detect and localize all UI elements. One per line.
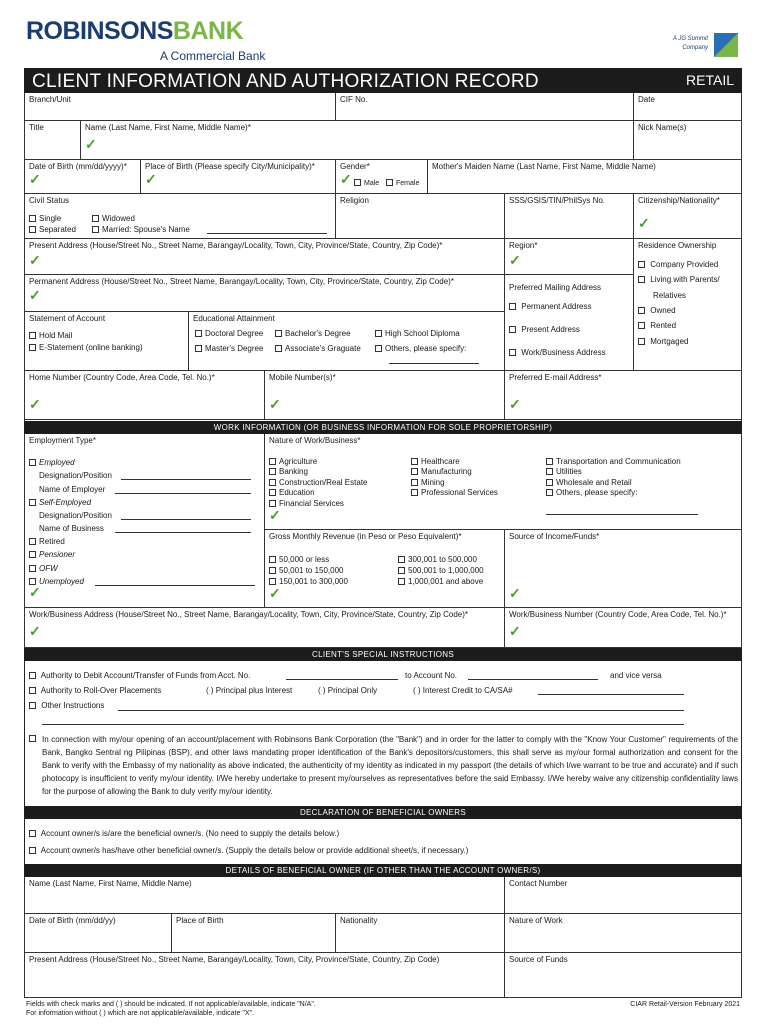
- checkmark-icon: ✓: [29, 623, 41, 639]
- checkbox-icon: [29, 687, 36, 694]
- form-type: RETAIL: [686, 72, 734, 88]
- checkbox-icon: [29, 830, 36, 837]
- checkbox-icon: [509, 349, 516, 356]
- emp-self-option[interactable]: Self-Employed: [29, 498, 91, 508]
- checkbox-icon: [638, 276, 645, 283]
- checkbox-icon: [269, 458, 276, 465]
- emp-unemployed-option[interactable]: Unemployed: [29, 577, 84, 587]
- principal-interest-option[interactable]: ( ) Principal plus Interest: [206, 686, 293, 695]
- nickname-field[interactable]: Nick Name(s): [634, 121, 742, 160]
- present-address-field[interactable]: Present Address (House/Street No., Street Name, Barangay/Locality, Town, City, Province/State, Country, Zip Code)* ✓: [24, 239, 505, 275]
- gross-opt-4[interactable]: 300,001 to 500,000: [398, 555, 477, 565]
- jg-summit-logo-icon: [714, 33, 738, 57]
- res-parents-option[interactable]: Living with Parents/: [638, 275, 720, 285]
- work-address-field[interactable]: Work/Business Address (House/Street No., Street Name, Barangay/Locality, Town, City, Province/State, Country, Zip Code)* ✓: [24, 608, 505, 648]
- gross-opt-6[interactable]: 1,000,001 and above: [398, 577, 483, 587]
- to-account-label: to Account No.: [405, 671, 458, 680]
- bo-nationality-field[interactable]: Nationality: [336, 914, 505, 953]
- checkbox-icon: [546, 479, 553, 486]
- checkbox-icon: [92, 215, 99, 222]
- designation-line[interactable]: [121, 479, 251, 480]
- bo-address-field[interactable]: Present Address (House/Street No., Street Name, Barangay/Locality, Town, City, Province/State, Country, Zip Code): [24, 953, 505, 998]
- declaration-option-2[interactable]: Account owner/s has/have other beneficial owner/s. (Supply the details below or provide additional sheet/s, if necessary.): [29, 846, 468, 856]
- checkbox-icon: [92, 226, 99, 233]
- edu-doctoral-option[interactable]: Doctoral Degree: [195, 329, 263, 339]
- authorization-paragraph: In connection with my/our opening of an account/placement with Robinsons Bank Corporation (the "Bank") and in order for the latter to comply with the "Know Your Customer" requirements of the Bank, Bangko Sentral ng Pilipinas (BSP), and other laws mandating proper identification of the Bank's depositors/customers, this shall serve as my/our formal authorization and consent for the Bank to verify with the Embassy of my nationality as above indicated, the authenticity of my identity as indicated in my passport (the details of which I/we warrant to be true and accurate) and if such photocopy is insufficient to verify my/our identity. I/We hereby undertake to present my/ourselves as representatives before the said Embassy. I/We hereby waive any citizenship confidentiality laws for the purpose of allowing the Bank to duly verify my/our identity.: [42, 735, 738, 796]
- checkbox-icon: [546, 458, 553, 465]
- civil-status-field: Civil Status Single Widowed Separated Married: Spouse's Name: [24, 194, 336, 239]
- checkbox-icon: [269, 567, 276, 574]
- mobile-number-field[interactable]: Mobile Number(s)* ✓: [265, 371, 505, 420]
- checkbox-icon: [29, 847, 36, 854]
- checkbox-icon: [195, 330, 202, 337]
- business-line[interactable]: [115, 532, 251, 533]
- res-rented-option[interactable]: Rented: [638, 321, 676, 331]
- special-instructions-band: CLIENT'S SPECIAL INSTRUCTIONS: [24, 648, 742, 661]
- checkmark-icon: ✓: [509, 252, 521, 268]
- employment-type-field: Employment Type* Employed Designation/Position Name of Employer Self-Employed Designation/Position Name of Business Retired Pensioner OFW Unemployed ✓: [24, 434, 265, 608]
- checkmark-icon: ✓: [269, 585, 281, 601]
- res-mortgaged-option[interactable]: Mortgaged: [638, 337, 688, 347]
- checkbox-icon: [269, 500, 276, 507]
- footer-note-2: For information without ( ) which are not applicable/available, indicate "X".: [26, 1010, 254, 1017]
- bank-logo: ROBINSONSBANK: [26, 17, 244, 45]
- source-of-income-field[interactable]: Source of Income/Funds* ✓: [505, 530, 742, 608]
- residence-ownership-field: Residence Ownership Company Provided Living with Parents/ Relatives Owned Rented Mortgaged: [634, 239, 742, 371]
- emp-employed-option[interactable]: Employed: [29, 458, 75, 468]
- checkbox-icon: [29, 565, 36, 572]
- employer-label: Name of Employer: [39, 485, 106, 494]
- form-version: CIAR Retail-Version February 2021: [630, 1001, 740, 1008]
- interest-credit-option[interactable]: ( ) Interest Credit to CA/SA#: [413, 686, 513, 695]
- edu-associate-option[interactable]: Associate's Graguate: [275, 344, 361, 354]
- region-field[interactable]: Region* ✓: [505, 239, 634, 275]
- nature-healthcare-option[interactable]: Healthcare: [411, 457, 460, 467]
- bo-contact-field[interactable]: Contact Number: [505, 877, 742, 914]
- checkbox-icon: [275, 345, 282, 352]
- dob-field[interactable]: Date of Birth (mm/dd/yyyy)* ✓: [24, 160, 141, 194]
- designation2-line[interactable]: [121, 519, 251, 520]
- employer-line[interactable]: [115, 493, 251, 494]
- nature-others-option[interactable]: Others, please specify:: [546, 488, 637, 498]
- checkbox-icon: [29, 332, 36, 339]
- principal-only-option[interactable]: ( ) Principal Only: [318, 686, 378, 695]
- gender-female-option[interactable]: Female: [386, 179, 419, 189]
- form-title: CLIENT INFORMATION AND AUTHORIZATION RECORD: [32, 71, 539, 92]
- checkbox-icon: [411, 489, 418, 496]
- checkmark-icon: ✓: [269, 507, 281, 523]
- emp-retired-option[interactable]: Retired: [29, 537, 65, 547]
- other-instructions-option[interactable]: Other Instructions: [29, 701, 104, 711]
- gross-opt-1[interactable]: 50,000 or less: [269, 555, 329, 565]
- res-company-option[interactable]: Company Provided: [638, 260, 718, 270]
- statement-field: Statement of Account Hold Mail E-Statement (online banking): [24, 312, 189, 371]
- designation2-label: Designation/Position: [39, 511, 112, 520]
- checkbox-icon: [638, 322, 645, 329]
- footer-note-1: Fields with check marks and ( ) should be indicated. If not applicable/available, indicate "N/A".: [26, 1001, 316, 1008]
- pob-field[interactable]: Place of Birth (Please specify City/Municipality)* ✓: [141, 160, 336, 194]
- checkmark-icon: ✓: [509, 623, 521, 639]
- civil-separated-option[interactable]: Separated: [29, 225, 76, 235]
- checkmark-icon: ✓: [509, 585, 521, 601]
- work-number-field[interactable]: Work/Business Number (Country Code, Area Code, Tel. No.)* ✓: [505, 608, 742, 648]
- res-relatives-label: Relatives: [653, 291, 686, 300]
- nature-education-option[interactable]: Education: [269, 488, 315, 498]
- mail-present-option[interactable]: Present Address: [509, 325, 580, 335]
- checkbox-icon: [29, 538, 36, 545]
- interest-credit-line[interactable]: [538, 694, 684, 695]
- gender-field: Gender* ✓ Male Female: [336, 160, 428, 194]
- checkmark-icon: ✓: [29, 584, 41, 600]
- checkmark-icon: ✓: [29, 171, 41, 187]
- checkbox-icon: [29, 215, 36, 222]
- checkbox-icon: [398, 578, 405, 585]
- checkbox-icon: [638, 261, 645, 268]
- emp-pensioner-option[interactable]: Pensioner: [29, 550, 75, 560]
- nature-financial-option[interactable]: Financial Services: [269, 499, 344, 509]
- permanent-address-field[interactable]: Permanent Address (House/Street No., Street Name, Barangay/Locality, Town, City, Province/State, Country, Zip Code)* ✓: [24, 275, 505, 312]
- edu-highschool-option[interactable]: High School Diploma: [375, 329, 460, 339]
- rollover-option[interactable]: Authority to Roll-Over Placements: [29, 686, 161, 696]
- hold-mail-option[interactable]: Hold Mail: [29, 331, 72, 341]
- nature-banking-option[interactable]: Banking: [269, 467, 308, 477]
- checkmark-icon: ✓: [340, 171, 352, 187]
- form-title-bar: [24, 68, 742, 93]
- mail-work-option[interactable]: Work/Business Address: [509, 348, 606, 358]
- mailing-address-field: [505, 275, 634, 371]
- nature-wholesale-option[interactable]: Wholesale and Retail: [546, 478, 632, 488]
- nature-utilities-option[interactable]: Utilities: [546, 467, 582, 477]
- to-account-line[interactable]: [468, 679, 598, 680]
- other-instructions-line-2[interactable]: [42, 724, 684, 725]
- checkbox-icon: [29, 344, 36, 351]
- bank-subtitle: A Commercial Bank: [160, 49, 266, 63]
- mailing-label: Preferred Mailing Address: [509, 283, 602, 292]
- spouse-name-line[interactable]: [207, 233, 327, 234]
- cif-field[interactable]: CIF No.: [336, 93, 634, 121]
- checkbox-icon: [411, 479, 418, 486]
- declaration-option-1[interactable]: Account owner/s is/are the beneficial owner/s. (No need to supply the details below.): [29, 829, 339, 839]
- gender-male-option[interactable]: Male: [354, 179, 379, 189]
- bo-name-field[interactable]: Name (Last Name, First Name, Middle Name): [24, 877, 505, 914]
- nature-construction-option[interactable]: Construction/Real Estate: [269, 478, 368, 488]
- checkmark-icon: ✓: [85, 136, 97, 152]
- nature-transport-option[interactable]: Transportation and Communication: [546, 457, 681, 467]
- home-number-field[interactable]: Home Number (Country Code, Area Code, Tel. No.)* ✓: [24, 371, 265, 420]
- religion-field[interactable]: Religion: [336, 194, 505, 239]
- checkbox-icon: [29, 499, 36, 506]
- email-field[interactable]: Preferred E-mail Address* ✓: [505, 371, 742, 420]
- checkbox-icon: [29, 702, 36, 709]
- checkbox-icon: [29, 551, 36, 558]
- branch-field[interactable]: Branch/Unit: [24, 93, 336, 121]
- edu-masters-option[interactable]: Master's Degree: [195, 344, 263, 354]
- checkbox-icon: [29, 459, 36, 466]
- details-band: DETAILS OF BENEFICIAL OWNER (IF OTHER THAN THE ACCOUNT OWNER/S): [24, 864, 742, 877]
- estatement-option[interactable]: E-Statement (online banking): [29, 343, 143, 353]
- checkmark-icon: ✓: [269, 396, 281, 412]
- nature-others-line[interactable]: [546, 514, 698, 515]
- mail-permanent-option[interactable]: Permanent Address: [509, 302, 592, 312]
- checkbox-icon: [398, 567, 405, 574]
- checkbox-icon: [29, 226, 36, 233]
- debit-authority-option[interactable]: Authority to Debit Account/Transfer of Funds from Acct. No.: [29, 671, 250, 681]
- checkmark-icon: ✓: [29, 252, 41, 268]
- date-field[interactable]: Date: [634, 93, 742, 121]
- checkbox-icon: [638, 338, 645, 345]
- business-label: Name of Business: [39, 524, 104, 533]
- nature-of-work-field: Nature of Work/Business* Agriculture Banking Construction/Real Estate Education Financial Services Healthcare Manufacturing Mining Professional Services Transportation and Communication Utilities Wholesale and Retail Others, please specify: ✓: [265, 434, 742, 530]
- gross-opt-3[interactable]: 150,001 to 300,000: [269, 577, 348, 587]
- jg-summit-label: A JG Summit Company: [672, 36, 708, 51]
- work-info-band: WORK INFORMATION (OR BUSINESS INFORMATION FOR SOLE PROPRIETORSHIP): [24, 421, 742, 434]
- checkbox-icon: [269, 578, 276, 585]
- checkmark-icon: ✓: [29, 396, 41, 412]
- checkbox-icon: [269, 479, 276, 486]
- checkbox-icon: [509, 303, 516, 310]
- checkbox-icon: [269, 489, 276, 496]
- citizenship-field[interactable]: Citizenship/Nationality* ✓: [634, 194, 742, 239]
- bo-pob-field[interactable]: Place of Birth: [172, 914, 336, 953]
- bo-source-field[interactable]: Source of Funds: [505, 953, 742, 998]
- nature-mining-option[interactable]: Mining: [411, 478, 445, 488]
- unemployed-line[interactable]: [95, 585, 255, 586]
- checkmark-icon: ✓: [29, 287, 41, 303]
- education-field: Educational Attainment Doctoral Degree Bachelor's Degree High School Diploma Master's Degree Associate's Graguate Others, please specify:: [189, 312, 505, 371]
- gross-opt-5[interactable]: 500,001 to 1,000,000: [398, 566, 484, 576]
- checkbox-icon: [638, 307, 645, 314]
- civil-single-option[interactable]: Single: [29, 214, 61, 224]
- checkbox-icon: [269, 556, 276, 563]
- edu-others-line[interactable]: [389, 363, 479, 364]
- checkmark-icon: ✓: [509, 396, 521, 412]
- nature-professional-option[interactable]: Professional Services: [411, 488, 498, 498]
- checkbox-icon: [375, 330, 382, 337]
- designation-label: Designation/Position: [39, 471, 112, 480]
- checkbox-icon: [354, 179, 361, 186]
- bo-nature-field[interactable]: Nature of Work: [505, 914, 742, 953]
- ids-field[interactable]: SSS/GSIS/TIN/PhilSys No.: [505, 194, 634, 239]
- checkbox-icon: [195, 345, 202, 352]
- gross-revenue-field: Gross Monthly Revenue (in Peso or Peso Equivalent)* 50,000 or less 50,001 to 150,000 150,001 to 300,000 300,001 to 500,000 500,001 to 1,000,000 1,000,001 and above ✓: [265, 530, 505, 608]
- checkmark-icon: ✓: [145, 171, 157, 187]
- from-account-line[interactable]: [286, 679, 398, 680]
- mother-maiden-field[interactable]: Mother's Maiden Name (Last Name, First Name, Middle Name): [428, 160, 742, 194]
- checkbox-icon: [411, 468, 418, 475]
- checkbox-icon: [411, 458, 418, 465]
- nature-agriculture-option[interactable]: Agriculture: [269, 457, 317, 467]
- vice-versa-label: and vice versa: [610, 671, 662, 680]
- nature-manufacturing-option[interactable]: Manufacturing: [411, 467, 472, 477]
- authorization-checkbox[interactable]: [29, 735, 36, 742]
- declaration-band: DECLARATION OF BENEFICIAL OWNERS: [24, 806, 742, 819]
- emp-ofw-option[interactable]: OFW: [29, 564, 58, 574]
- checkmark-icon: ✓: [638, 215, 650, 231]
- checkbox-icon: [546, 489, 553, 496]
- civil-married-option[interactable]: Married: Spouse's Name: [92, 225, 190, 235]
- civil-widowed-option[interactable]: Widowed: [92, 214, 135, 224]
- checkbox-icon: [375, 345, 382, 352]
- checkbox-icon: [269, 468, 276, 475]
- checkbox-icon: [546, 468, 553, 475]
- res-owned-option[interactable]: Owned: [638, 306, 676, 316]
- gross-opt-2[interactable]: 50,001 to 150,000: [269, 566, 344, 576]
- checkbox-icon: [29, 672, 36, 679]
- edu-others-option[interactable]: Others, please specify:: [375, 344, 466, 354]
- bo-dob-field[interactable]: Date of Birth (mm/dd/yy): [24, 914, 172, 953]
- name-field[interactable]: Name (Last Name, First Name, Middle Name)* ✓: [81, 121, 634, 160]
- checkbox-icon: [509, 326, 516, 333]
- checkbox-icon: [386, 179, 393, 186]
- edu-bachelor-option[interactable]: Bachelor's Degree: [275, 329, 351, 339]
- title-field[interactable]: Title: [24, 121, 81, 160]
- other-instructions-line-1[interactable]: [118, 710, 684, 711]
- checkbox-icon: [275, 330, 282, 337]
- checkbox-icon: [398, 556, 405, 563]
